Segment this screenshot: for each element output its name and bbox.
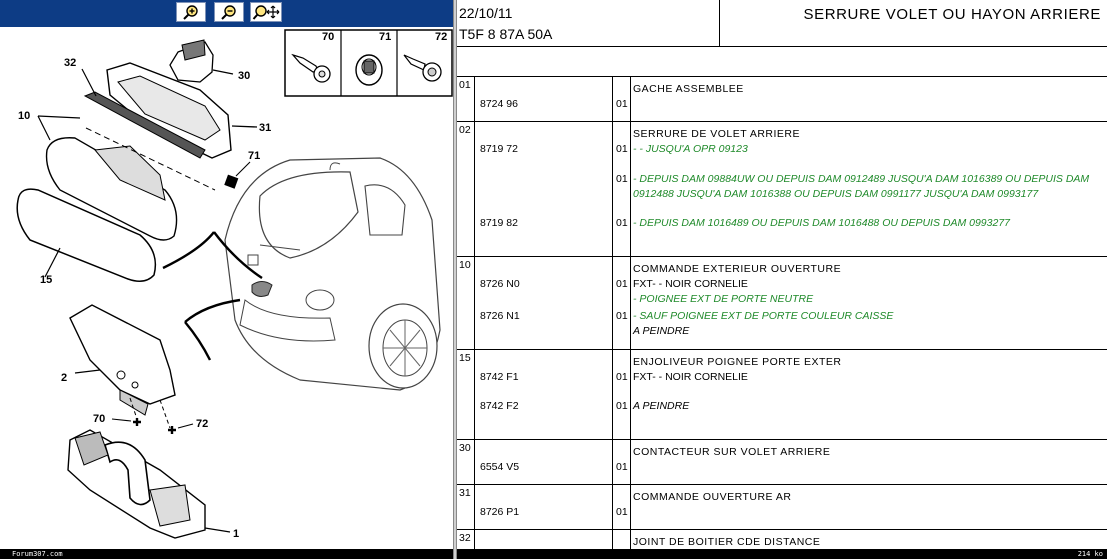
callout-31: 31 — [259, 122, 272, 134]
callout-70: 70 — [93, 413, 106, 425]
part-quantity: 01 — [616, 310, 628, 322]
catalog-date: 22/10/11 — [459, 5, 513, 21]
legend-label-72: 72 — [435, 31, 448, 43]
part-quantity: 01 — [616, 506, 628, 518]
part-reference[interactable]: 8719 82 — [480, 217, 518, 229]
group-number: 32 — [459, 532, 471, 544]
clip-71-icon — [356, 55, 382, 85]
catalog-reference: T5F 8 87A 50A — [459, 26, 553, 42]
status-bar-right — [457, 549, 1107, 559]
part-reference[interactable]: 8726 N0 — [480, 278, 520, 290]
part-note: - - JUSQU'A OPR 09123 — [633, 143, 748, 155]
part-quantity: 01 — [616, 461, 628, 473]
part-note: - SAUF POIGNEE EXT DE PORTE COULEUR CAISSE — [633, 310, 894, 322]
status-bar-left — [0, 549, 453, 559]
part-description: GACHE ASSEMBLEE — [633, 83, 744, 95]
legend-label-70: 70 — [322, 31, 335, 43]
part-note: A PEINDRE — [633, 325, 690, 337]
fastener-markers — [112, 418, 193, 434]
group-number: 01 — [459, 79, 471, 91]
part-description: COMMANDE EXTERIEUR OUVERTURE — [633, 263, 842, 275]
part-quantity: 01 — [616, 400, 628, 412]
part-quantity: 01 — [616, 143, 628, 155]
fastener-legend — [285, 30, 452, 96]
callout-2: 2 — [61, 372, 68, 384]
part-reference[interactable]: 8719 72 — [480, 143, 518, 155]
part-reference[interactable]: 6554 V5 — [480, 461, 520, 473]
table-row[interactable] — [457, 484, 1107, 530]
callout-1: 1 — [233, 528, 240, 540]
part-reference[interactable]: 8726 N1 — [480, 310, 520, 322]
part-description: ENJOLIVEUR POIGNEE PORTE EXTER — [633, 356, 842, 368]
table-row[interactable] — [457, 439, 1107, 485]
part-quantity: 01 — [616, 98, 628, 110]
part-note: FXT- - NOIR CORNELIE — [633, 371, 748, 383]
callout-71: 71 — [248, 150, 261, 162]
table-row[interactable] — [457, 76, 1107, 122]
group-number: 30 — [459, 442, 471, 454]
part-quantity: 01 — [616, 217, 628, 229]
part-note: FXT- - NOIR CORNELIE — [633, 278, 748, 290]
part-reference[interactable]: 8742 F2 — [480, 400, 519, 412]
zoom-in-icon — [182, 4, 200, 20]
table-row[interactable] — [457, 256, 1107, 350]
part-1-striker — [68, 430, 230, 538]
part-71-clip — [224, 162, 250, 189]
part-reference[interactable]: 8724 96 — [480, 98, 518, 110]
zoom-out-button[interactable] — [214, 2, 244, 22]
part-description: COMMANDE OUVERTURE AR — [633, 491, 792, 503]
file-size: 214 ko — [1057, 549, 1107, 559]
zoom-out-icon — [220, 4, 238, 20]
part-reference[interactable]: 8742 F1 — [480, 371, 519, 383]
exploded-parts-diagram — [0, 27, 453, 547]
zoom-toolbar — [0, 0, 453, 27]
parts-header — [457, 0, 1107, 47]
group-number: 31 — [459, 487, 471, 499]
zoom-pan-button[interactable] — [250, 2, 282, 22]
part-reference[interactable]: 8726 P1 — [480, 506, 520, 518]
part-description: SERRURE DE VOLET ARRIERE — [633, 128, 801, 140]
group-number: 02 — [459, 124, 471, 136]
column-header-row — [457, 46, 1107, 77]
callout-15: 15 — [40, 274, 53, 286]
site-watermark: Forum307.com — [12, 550, 63, 558]
part-note: - DEPUIS DAM 09884UW OU DEPUIS DAM 0912489 JUSQU'A DAM 1016389 OU DEPUIS DAM — [633, 173, 1090, 185]
group-number: 15 — [459, 352, 471, 364]
callout-10: 10 — [18, 110, 31, 122]
part-note: - POIGNEE EXT DE PORTE NEUTRE — [633, 293, 814, 305]
part-30-contactor — [170, 40, 233, 82]
table-row[interactable] — [457, 121, 1107, 257]
table-row[interactable] — [457, 349, 1107, 440]
page-title: SERRURE VOLET OU HAYON ARRIERE — [803, 6, 1101, 23]
group-number: 10 — [459, 259, 471, 271]
part-quantity: 01 — [616, 173, 628, 185]
part-note: - DEPUIS DAM 1016489 OU DEPUIS DAM 1016488 OU DEPUIS DAM 0993277 — [633, 217, 1010, 229]
zoom-in-button[interactable] — [176, 2, 206, 22]
diagram-pane — [0, 0, 453, 559]
callout-32: 32 — [64, 57, 77, 69]
part-note: 0912488 JUSQU'A DAM 1016388 OU DEPUIS DAM 0991177 JUSQU'A DAM 0993177 — [633, 188, 1039, 200]
part-quantity: 01 — [616, 278, 628, 290]
parts-list-pane — [457, 0, 1107, 559]
part-description: CONTACTEUR SUR VOLET ARRIERE — [633, 446, 831, 458]
part-2-lock — [70, 305, 175, 428]
callout-72: 72 — [196, 418, 209, 430]
part-note: A PEINDRE — [633, 400, 690, 412]
callout-30: 30 — [238, 70, 251, 82]
legend-label-71: 71 — [379, 31, 392, 43]
part-description: JOINT DE BOITIER CDE DISTANCE — [633, 536, 821, 548]
zoom-pan-icon — [252, 4, 280, 20]
part-quantity: 01 — [616, 371, 628, 383]
